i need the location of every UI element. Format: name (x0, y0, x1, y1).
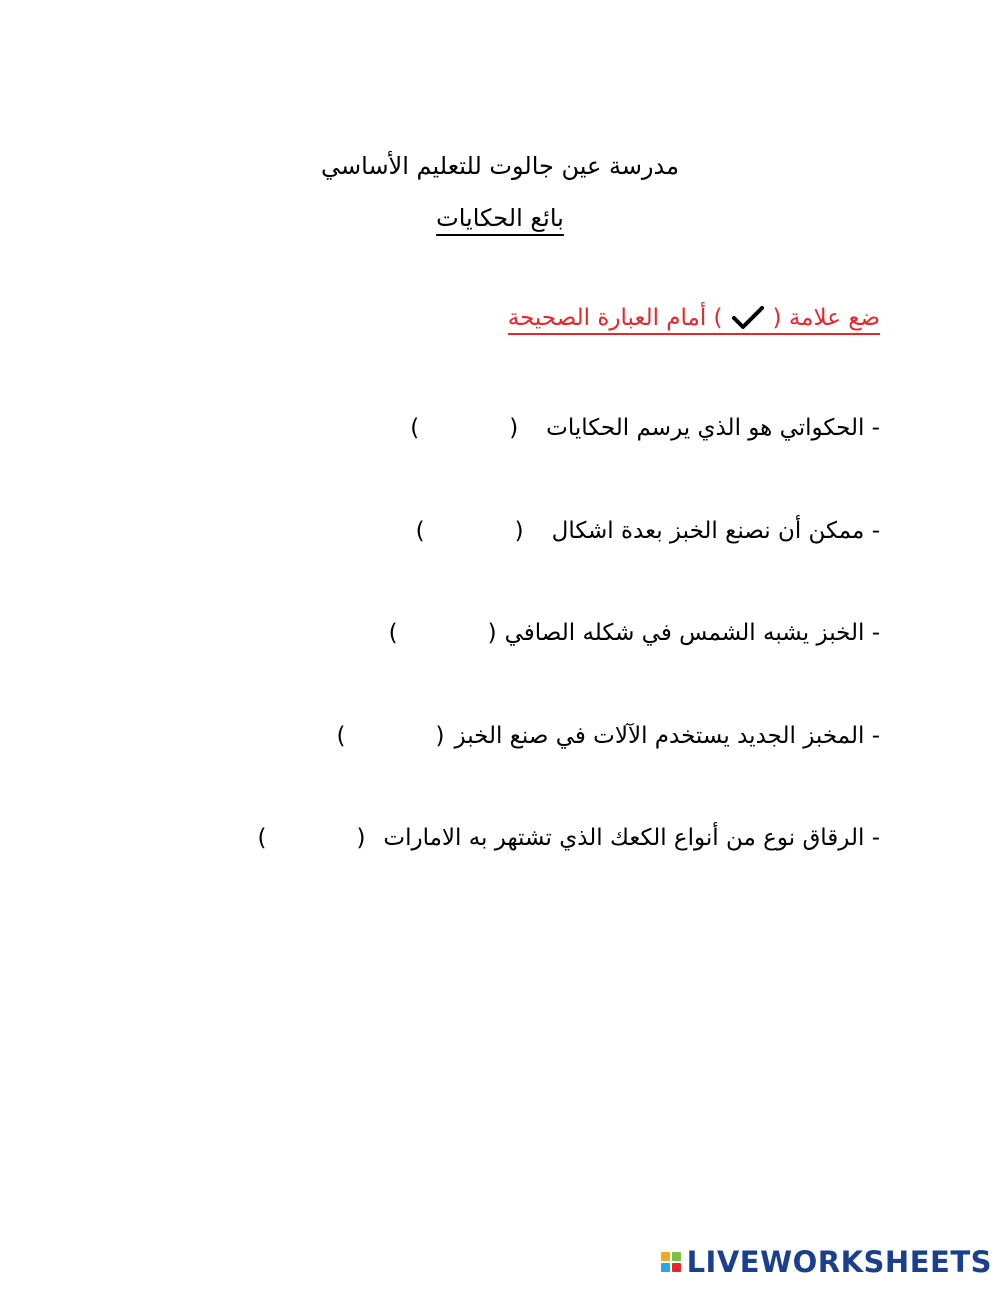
statement-text: - المخبز الجديد يستخدم الآلات في صنع الخبز (454, 723, 880, 749)
answer-close-paren: ) (336, 723, 346, 749)
school-name: مدرسة عين جالوت للتعليم الأساسي (321, 152, 679, 180)
answer-box[interactable] (410, 415, 518, 441)
statement-row (389, 620, 880, 646)
statement-row (257, 825, 880, 851)
logo-text: LIVEWORKSHEETS (686, 1245, 992, 1279)
statement-text: - الرقاق نوع من أنواع الكعك الذي تشتهر به الامارات (383, 825, 880, 851)
statement-row (416, 518, 880, 544)
logo-blocks-icon (661, 1252, 681, 1272)
answer-close-paren: ) (388, 620, 398, 646)
statement-row (337, 723, 880, 749)
answer-box[interactable] (337, 723, 445, 749)
instruction-after: ) أمام العبارة الصحيحة (507, 305, 723, 331)
instruction (508, 305, 880, 335)
answer-open-paren: ( (356, 825, 366, 851)
answer-close-paren: ) (415, 518, 425, 544)
instruction-before: ضع علامة ( (772, 305, 880, 331)
answer-box[interactable] (389, 620, 497, 646)
worksheet-title-text: بائع الحكايات (436, 204, 564, 232)
answer-box[interactable] (257, 825, 365, 851)
checkmark-icon (731, 305, 765, 331)
answer-close-paren: ) (410, 415, 420, 441)
answer-box[interactable] (416, 518, 524, 544)
statement-row (410, 415, 880, 441)
liveworksheets-logo (661, 1245, 992, 1279)
answer-open-paren: ( (435, 723, 445, 749)
answer-open-paren: ( (514, 518, 524, 544)
statement-text: - الخبز يشبه الشمس في شكله الصافي (504, 620, 880, 646)
answer-open-paren: ( (509, 415, 519, 441)
statement-text: - الحكواتي هو الذي يرسم الحكايات (546, 415, 880, 441)
answer-close-paren: ) (257, 825, 267, 851)
answer-open-paren: ( (487, 620, 497, 646)
worksheet-title (0, 204, 1000, 232)
statement-text: - ممكن أن نصنع الخبز بعدة اشكال (551, 518, 880, 544)
